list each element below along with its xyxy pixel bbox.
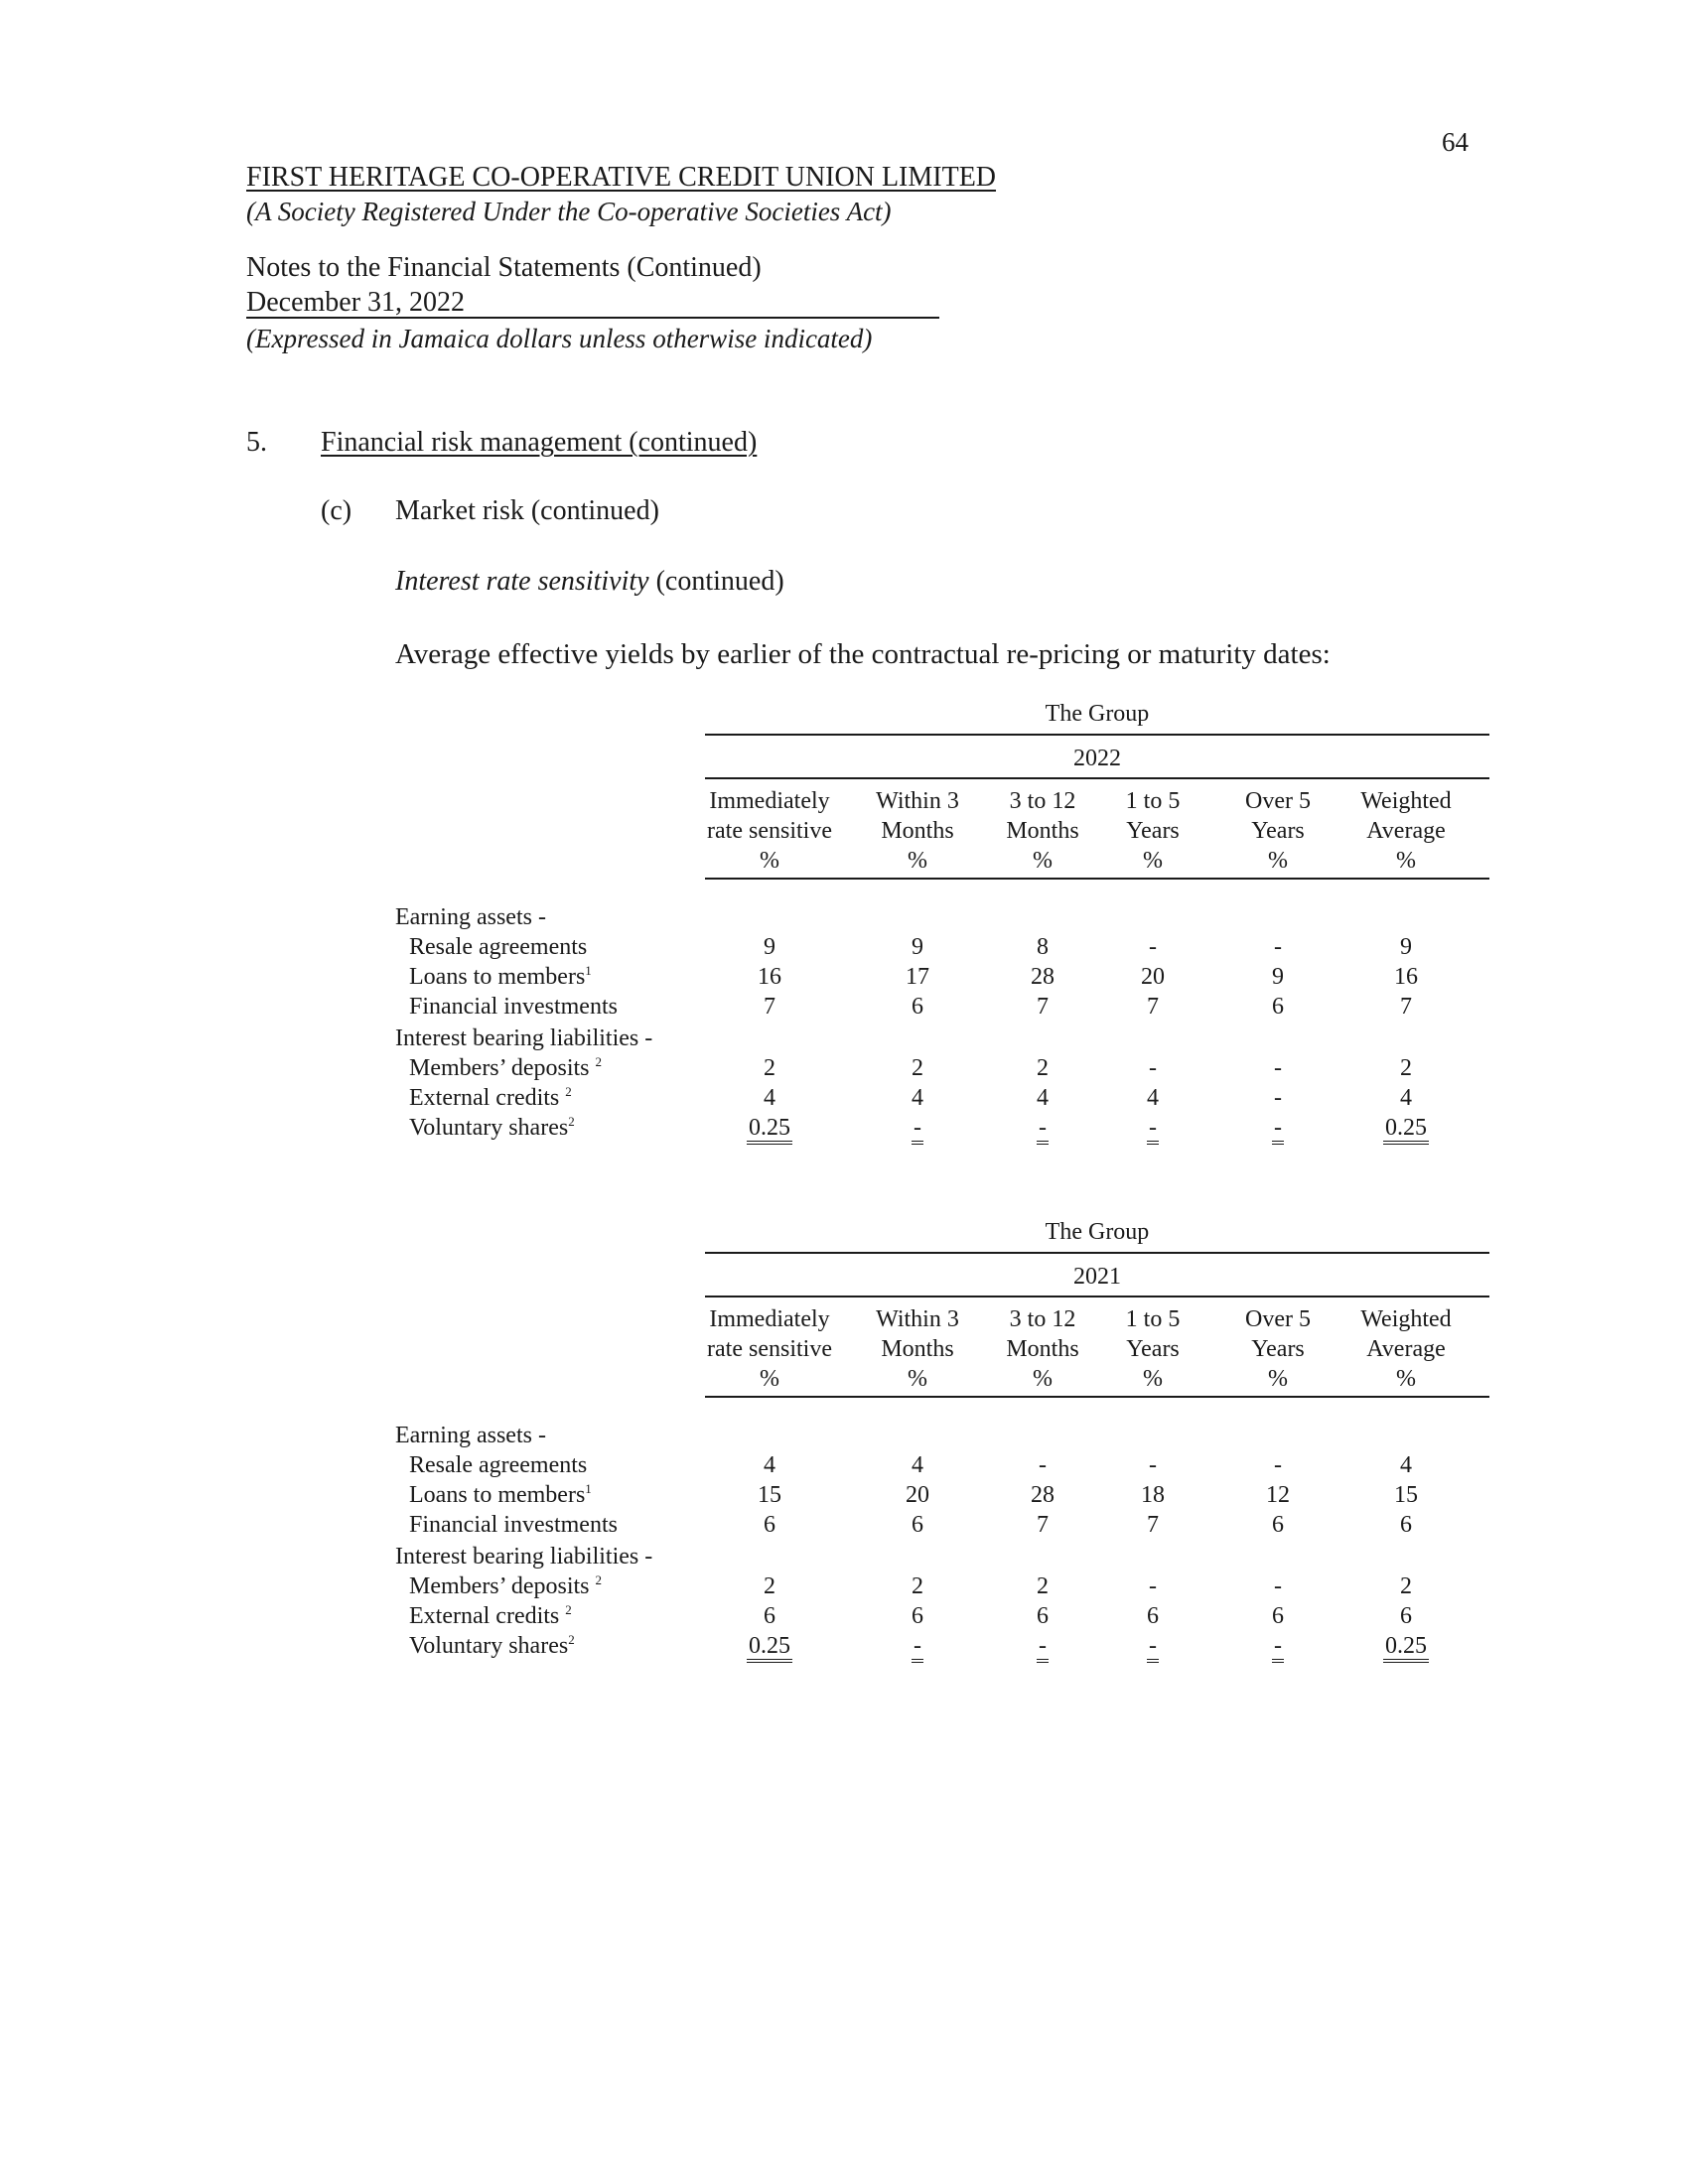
- table-cell: [720, 1603, 819, 1630]
- column-header-line: %: [1396, 848, 1416, 874]
- cell-value: 2: [764, 1573, 775, 1599]
- cell-value: 20: [1141, 964, 1165, 990]
- table-cell: [1103, 1055, 1202, 1082]
- row-label-text: Loans to members: [409, 1482, 586, 1508]
- cell-value: -: [1149, 934, 1157, 960]
- cell-value: 15: [1394, 1482, 1418, 1508]
- cell-value: 6: [1272, 1603, 1284, 1629]
- cell-value: -: [1149, 1573, 1157, 1599]
- table-cell: [1356, 1633, 1456, 1660]
- row-label-text: Resale agreements: [409, 1452, 588, 1478]
- table-cell: [1228, 964, 1328, 991]
- cell-value: 2: [1037, 1055, 1049, 1081]
- table-cell: [1103, 1603, 1202, 1630]
- cell-value: -: [1272, 1633, 1284, 1663]
- column-header-line: 3 to 12: [1009, 1306, 1076, 1332]
- table-cell: [1228, 1085, 1328, 1112]
- cell-value: -: [912, 1115, 923, 1145]
- cell-value: -: [1147, 1115, 1159, 1145]
- cell-value: 28: [1031, 964, 1055, 990]
- table-cell: [1356, 1115, 1456, 1142]
- row-label: [409, 994, 618, 1021]
- column-header-line: %: [1143, 848, 1163, 874]
- cell-value: 7: [1147, 994, 1159, 1020]
- cell-value: 15: [758, 1482, 781, 1508]
- column-header-line: Years: [1126, 1336, 1180, 1362]
- table-cell: [1103, 1482, 1202, 1509]
- earning-assets-header: Earning assets -: [395, 1423, 546, 1448]
- group-title: The Group: [1045, 1219, 1150, 1245]
- table-cell: [720, 1115, 819, 1142]
- column-header-line: rate sensitive: [707, 1336, 832, 1362]
- cell-value: 6: [1037, 1603, 1049, 1629]
- table-cell: [868, 1085, 967, 1112]
- table-cell: [993, 1633, 1092, 1660]
- column-header-line: Within 3: [876, 788, 959, 814]
- column-header-line: %: [760, 1366, 779, 1392]
- cell-value: 6: [1272, 1512, 1284, 1538]
- table-cell: [1103, 1115, 1202, 1142]
- cell-value: -: [1274, 1055, 1282, 1081]
- cell-value: -: [1037, 1115, 1049, 1145]
- table-cell: [993, 1085, 1092, 1112]
- cell-value: -: [1272, 1115, 1284, 1145]
- column-header-line: 1 to 5: [1125, 788, 1181, 814]
- group-rule: [705, 1252, 1489, 1254]
- cell-value: 6: [1147, 1603, 1159, 1629]
- column-header: [695, 786, 844, 876]
- column-header-line: %: [1033, 848, 1053, 874]
- table-cell: [1103, 934, 1202, 961]
- header-rule: [705, 1396, 1489, 1398]
- row-label: [409, 1512, 618, 1539]
- cell-value: 6: [764, 1603, 775, 1629]
- footnote-mark: 1: [585, 963, 592, 978]
- cell-value: 2: [912, 1573, 923, 1599]
- row-label-text: Members’ deposits: [409, 1573, 596, 1599]
- section-title: Financial risk management (continued): [321, 427, 758, 458]
- table-cell: [1228, 1055, 1328, 1082]
- footnote-mark: 2: [595, 1054, 603, 1069]
- cell-value: 7: [764, 994, 775, 1020]
- cell-value: 2: [912, 1055, 923, 1081]
- column-header-line: Average: [1366, 1336, 1446, 1362]
- cell-value: 28: [1031, 1482, 1055, 1508]
- cell-value: 12: [1266, 1482, 1290, 1508]
- table-cell: [720, 1573, 819, 1600]
- year-label: 2021: [1073, 1264, 1121, 1290]
- table-cell: [1228, 994, 1328, 1021]
- year-label: 2022: [1073, 746, 1121, 771]
- subsection-number: (c): [321, 495, 352, 526]
- column-header: [695, 1304, 844, 1394]
- row-label-text: Members’ deposits: [409, 1055, 596, 1081]
- table-cell: [1228, 1512, 1328, 1539]
- cell-value: 2: [1037, 1573, 1049, 1599]
- column-header-line: Months: [881, 818, 954, 844]
- footnote-mark: 2: [565, 1602, 572, 1617]
- row-label: [409, 1633, 575, 1660]
- cell-value: -: [1274, 1085, 1282, 1111]
- cell-value: 9: [764, 934, 775, 960]
- cell-value: -: [1037, 1633, 1049, 1663]
- column-header-line: 1 to 5: [1125, 1306, 1181, 1332]
- column-header-line: 3 to 12: [1009, 788, 1076, 814]
- table-cell: [720, 934, 819, 961]
- cell-value: 7: [1400, 994, 1412, 1020]
- table-cell: [993, 994, 1092, 1021]
- table-cell: [1103, 1452, 1202, 1479]
- column-header-line: Weighted: [1360, 788, 1452, 814]
- cell-value: -: [1039, 1452, 1047, 1478]
- cell-value: 4: [1037, 1085, 1049, 1111]
- cell-value: 4: [764, 1452, 775, 1478]
- table-cell: [868, 1573, 967, 1600]
- table-cell: [720, 1482, 819, 1509]
- cell-value: 4: [1400, 1085, 1412, 1111]
- cell-value: 4: [912, 1085, 923, 1111]
- cell-value: 6: [912, 1512, 923, 1538]
- statement-date: December 31, 2022: [246, 288, 939, 319]
- cell-value: -: [1147, 1633, 1159, 1663]
- column-header: [1332, 1304, 1480, 1394]
- column-header-line: Immediately: [709, 788, 830, 814]
- column-header-line: %: [1033, 1366, 1053, 1392]
- cell-value: 2: [1400, 1055, 1412, 1081]
- table-cell: [1356, 994, 1456, 1021]
- row-label: [409, 1085, 572, 1112]
- column-header-line: Over 5: [1245, 1306, 1311, 1332]
- earning-assets-header: Earning assets -: [395, 904, 546, 930]
- table-cell: [720, 1452, 819, 1479]
- year-rule: [705, 777, 1489, 779]
- table-cell: [1356, 1603, 1456, 1630]
- cell-value: 9: [912, 934, 923, 960]
- row-label-text: Financial investments: [409, 994, 618, 1020]
- table-cell: [1356, 1512, 1456, 1539]
- cell-value: 16: [758, 964, 781, 990]
- column-header-line: Within 3: [876, 1306, 959, 1332]
- table-cell: [868, 1115, 967, 1142]
- column-header-line: Months: [881, 1336, 954, 1362]
- cell-value: -: [1274, 1452, 1282, 1478]
- cell-value: 16: [1394, 964, 1418, 990]
- table-cell: [1228, 1573, 1328, 1600]
- table-cell: [1103, 1085, 1202, 1112]
- table-cell: [720, 1055, 819, 1082]
- cell-value: 6: [912, 1603, 923, 1629]
- row-label-text: Financial investments: [409, 1512, 618, 1538]
- table-cell: [1228, 934, 1328, 961]
- row-label: [409, 1115, 575, 1142]
- cell-value: 6: [764, 1512, 775, 1538]
- table-cell: [868, 1055, 967, 1082]
- cell-value: -: [1149, 1452, 1157, 1478]
- table-cell: [868, 1482, 967, 1509]
- footnote-mark: 2: [568, 1632, 575, 1647]
- table-cell: [1356, 1573, 1456, 1600]
- row-label: [409, 964, 592, 991]
- table-cell: [1103, 994, 1202, 1021]
- interest-rate-sensitivity-heading: [395, 566, 784, 598]
- company-name: FIRST HERITAGE CO-OPERATIVE CREDIT UNION LIMITED: [246, 162, 997, 193]
- column-header-line: %: [1396, 1366, 1416, 1392]
- row-label-text: Loans to members: [409, 964, 586, 990]
- row-label-text: Voluntary shares: [409, 1115, 569, 1141]
- cell-value: 20: [906, 1482, 929, 1508]
- table-cell: [1356, 1055, 1456, 1082]
- table-cell: [868, 1603, 967, 1630]
- table-cell: [868, 994, 967, 1021]
- cell-value: 18: [1141, 1482, 1165, 1508]
- cell-value: 6: [1400, 1512, 1412, 1538]
- cell-value: 4: [1147, 1085, 1159, 1111]
- table-cell: [720, 994, 819, 1021]
- table-cell: [993, 1482, 1092, 1509]
- table-cell: [720, 1512, 819, 1539]
- column-header-line: Years: [1251, 818, 1305, 844]
- page-number: 64: [1442, 127, 1469, 157]
- registration-note: (A Society Registered Under the Co-operative Societies Act): [246, 197, 892, 226]
- liabilities-header: Interest bearing liabilities -: [395, 1544, 653, 1570]
- intro-sentence: Average effective yields by earlier of the contractual re-pricing or maturity dates:: [395, 638, 1331, 670]
- column-header-line: Years: [1126, 818, 1180, 844]
- cell-value: -: [1274, 1573, 1282, 1599]
- group-rule: [705, 734, 1489, 736]
- cell-value: 7: [1147, 1512, 1159, 1538]
- table-cell: [993, 934, 1092, 961]
- column-header-line: Over 5: [1245, 788, 1311, 814]
- row-label-text: Resale agreements: [409, 934, 588, 960]
- cell-value: 0.25: [747, 1633, 792, 1663]
- row-label: [409, 1482, 592, 1509]
- cell-value: 0.25: [747, 1115, 792, 1145]
- row-label: [409, 1603, 572, 1630]
- table-cell: [993, 1573, 1092, 1600]
- header-rule: [705, 878, 1489, 880]
- row-label: [409, 1055, 602, 1082]
- table-cell: [1228, 1452, 1328, 1479]
- year-rule: [705, 1296, 1489, 1297]
- cell-value: -: [912, 1633, 923, 1663]
- column-header-line: Months: [1006, 818, 1079, 844]
- cell-value: 2: [764, 1055, 775, 1081]
- table-cell: [868, 1633, 967, 1660]
- table-cell: [868, 1452, 967, 1479]
- footnote-mark: 2: [565, 1084, 572, 1099]
- table-cell: [1356, 1452, 1456, 1479]
- table-cell: [1228, 1603, 1328, 1630]
- currency-note: (Expressed in Jamaica dollars unless otherwise indicated): [246, 324, 873, 353]
- cell-value: 6: [1272, 994, 1284, 1020]
- cell-value: 4: [912, 1452, 923, 1478]
- column-header-line: %: [1143, 1366, 1163, 1392]
- column-header-line: %: [908, 1366, 927, 1392]
- liabilities-header: Interest bearing liabilities -: [395, 1025, 653, 1051]
- table-cell: [1103, 1512, 1202, 1539]
- table-cell: [1228, 1633, 1328, 1660]
- column-header-line: Months: [1006, 1336, 1079, 1362]
- cell-value: 7: [1037, 1512, 1049, 1538]
- table-cell: [1103, 964, 1202, 991]
- cell-value: 9: [1400, 934, 1412, 960]
- cell-value: 8: [1037, 934, 1049, 960]
- row-label: [409, 1573, 602, 1600]
- column-header-line: %: [760, 848, 779, 874]
- column-header: [1332, 786, 1480, 876]
- cell-value: 17: [906, 964, 929, 990]
- column-header: [1203, 1304, 1352, 1394]
- cell-value: 0.25: [1383, 1115, 1429, 1145]
- column-header-line: rate sensitive: [707, 818, 832, 844]
- table-cell: [1228, 1115, 1328, 1142]
- column-header-line: %: [908, 848, 927, 874]
- cell-value: 6: [912, 994, 923, 1020]
- row-label-text: Voluntary shares: [409, 1633, 569, 1659]
- table-cell: [1356, 1482, 1456, 1509]
- table-cell: [1228, 1482, 1328, 1509]
- table-cell: [720, 1085, 819, 1112]
- table-cell: [1103, 1573, 1202, 1600]
- section-number: 5.: [246, 427, 267, 458]
- column-header-line: Weighted: [1360, 1306, 1452, 1332]
- column-header-line: Average: [1366, 818, 1446, 844]
- irs-rest: (continued): [648, 566, 784, 597]
- group-title: The Group: [1045, 701, 1150, 727]
- footnote-mark: 1: [585, 1481, 592, 1496]
- footnote-mark: 2: [568, 1114, 575, 1129]
- column-header-line: Immediately: [709, 1306, 830, 1332]
- table-cell: [868, 934, 967, 961]
- table-cell: [993, 1055, 1092, 1082]
- subsection-title: Market risk (continued): [395, 495, 659, 526]
- row-label: [409, 1452, 587, 1479]
- table-cell: [1356, 934, 1456, 961]
- irs-italic: Interest rate sensitivity: [395, 566, 649, 597]
- cell-value: 6: [1400, 1603, 1412, 1629]
- cell-value: 7: [1037, 994, 1049, 1020]
- table-cell: [993, 1512, 1092, 1539]
- footnote-mark: 2: [595, 1572, 603, 1587]
- table-cell: [993, 1452, 1092, 1479]
- column-header-line: Years: [1251, 1336, 1305, 1362]
- row-label: [409, 934, 587, 961]
- table-cell: [993, 964, 1092, 991]
- table-cell: [720, 1633, 819, 1660]
- notes-title: Notes to the Financial Statements (Continued): [246, 252, 762, 283]
- table-cell: [993, 1115, 1092, 1142]
- table-cell: [1356, 964, 1456, 991]
- row-label-text: External credits: [409, 1603, 566, 1629]
- cell-value: -: [1274, 934, 1282, 960]
- table-cell: [868, 964, 967, 991]
- table-cell: [868, 1512, 967, 1539]
- table-cell: [720, 964, 819, 991]
- table-cell: [993, 1603, 1092, 1630]
- cell-value: 0.25: [1383, 1633, 1429, 1663]
- table-cell: [1103, 1633, 1202, 1660]
- cell-value: 9: [1272, 964, 1284, 990]
- column-header: [1203, 786, 1352, 876]
- cell-value: 2: [1400, 1573, 1412, 1599]
- table-cell: [1356, 1085, 1456, 1112]
- column-header-line: %: [1268, 848, 1288, 874]
- cell-value: 4: [1400, 1452, 1412, 1478]
- cell-value: -: [1149, 1055, 1157, 1081]
- cell-value: 4: [764, 1085, 775, 1111]
- row-label-text: External credits: [409, 1085, 566, 1111]
- column-header-line: %: [1268, 1366, 1288, 1392]
